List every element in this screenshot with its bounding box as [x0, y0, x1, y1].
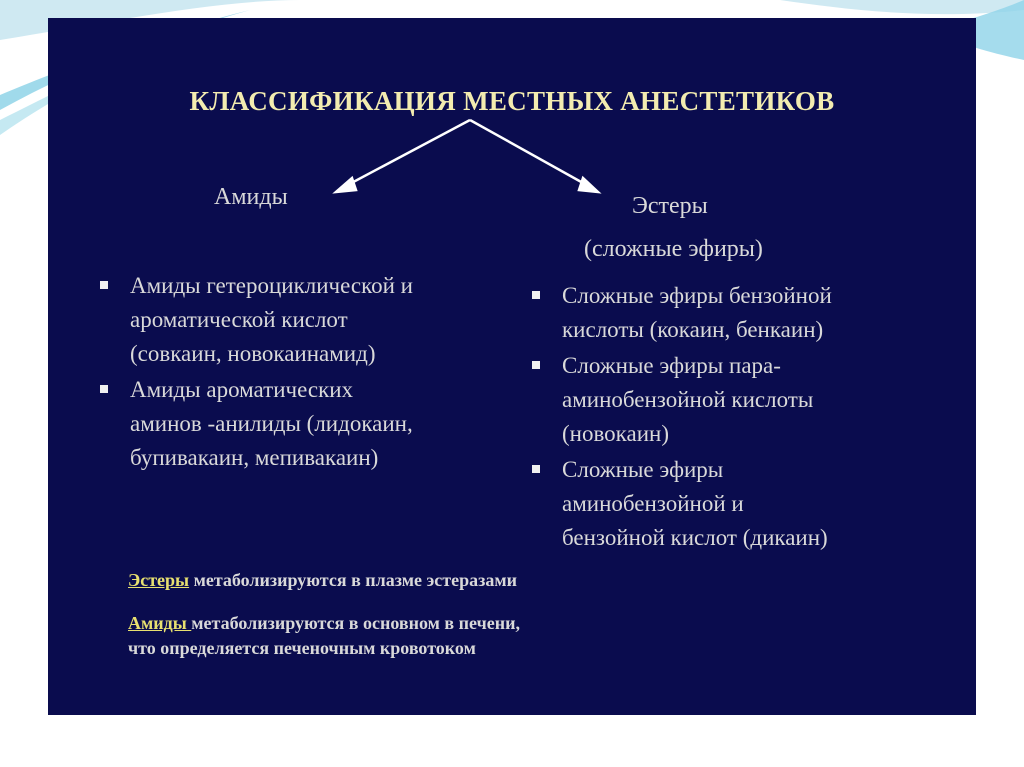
arrow-right	[470, 120, 592, 188]
item-line: (новокаин)	[562, 421, 669, 446]
slide-title: КЛАССИФИКАЦИЯ МЕСТНЫХ АНЕСТЕТИКОВ	[189, 86, 835, 116]
esters-heading: Эстеры	[632, 193, 708, 219]
item-line: Сложные эфиры бензойной	[562, 283, 832, 308]
bullet-icon	[532, 291, 540, 299]
list-item	[532, 349, 932, 451]
item-line: Сложные эфиры пара-	[562, 353, 781, 378]
list-item	[532, 279, 932, 347]
item-line: (совкаин, новокаинамид)	[130, 341, 376, 366]
list-item	[100, 269, 500, 371]
note-text: метаболизируются в плазме эстеразами	[189, 570, 517, 590]
esters-metabolism-note	[128, 568, 517, 593]
arrow-right-head	[579, 178, 598, 192]
amides-term: Амиды	[128, 613, 192, 633]
bullet-icon	[100, 281, 108, 289]
item-line: бупивакаин, мепивакаин)	[130, 445, 379, 470]
item-line: ароматической кислот	[130, 307, 348, 332]
amides-list	[100, 269, 500, 477]
esters-term: Эстеры	[128, 570, 190, 590]
note-text-line2: что определяется печеночным кровотоком	[128, 638, 476, 658]
item-line: Сложные эфиры	[562, 457, 724, 482]
bullet-icon	[532, 361, 540, 369]
list-item	[532, 453, 932, 555]
esters-subheading: (сложные эфиры)	[584, 236, 763, 262]
bullet-icon	[100, 385, 108, 393]
amides-metabolism-note	[128, 611, 520, 661]
amides-heading: Амиды	[214, 184, 288, 210]
note-text: метаболизируются в основном в печени,	[191, 613, 520, 633]
item-line: аминов -анилиды (лидокаин,	[130, 411, 413, 436]
item-line: Амиды ароматических	[130, 377, 354, 402]
bullet-icon	[532, 465, 540, 473]
item-line: бензойной кислот (дикаин)	[562, 525, 828, 550]
item-line: аминобензойной и	[562, 491, 744, 516]
arrow-left	[342, 120, 470, 188]
arrow-left-head	[336, 178, 356, 192]
esters-list	[532, 279, 932, 557]
item-line: аминобензойной кислоты	[562, 387, 814, 412]
list-item	[100, 373, 500, 475]
item-line: кислоты (кокаин, бенкаин)	[562, 317, 824, 342]
item-line: Амиды гетероциклической и	[130, 273, 413, 298]
